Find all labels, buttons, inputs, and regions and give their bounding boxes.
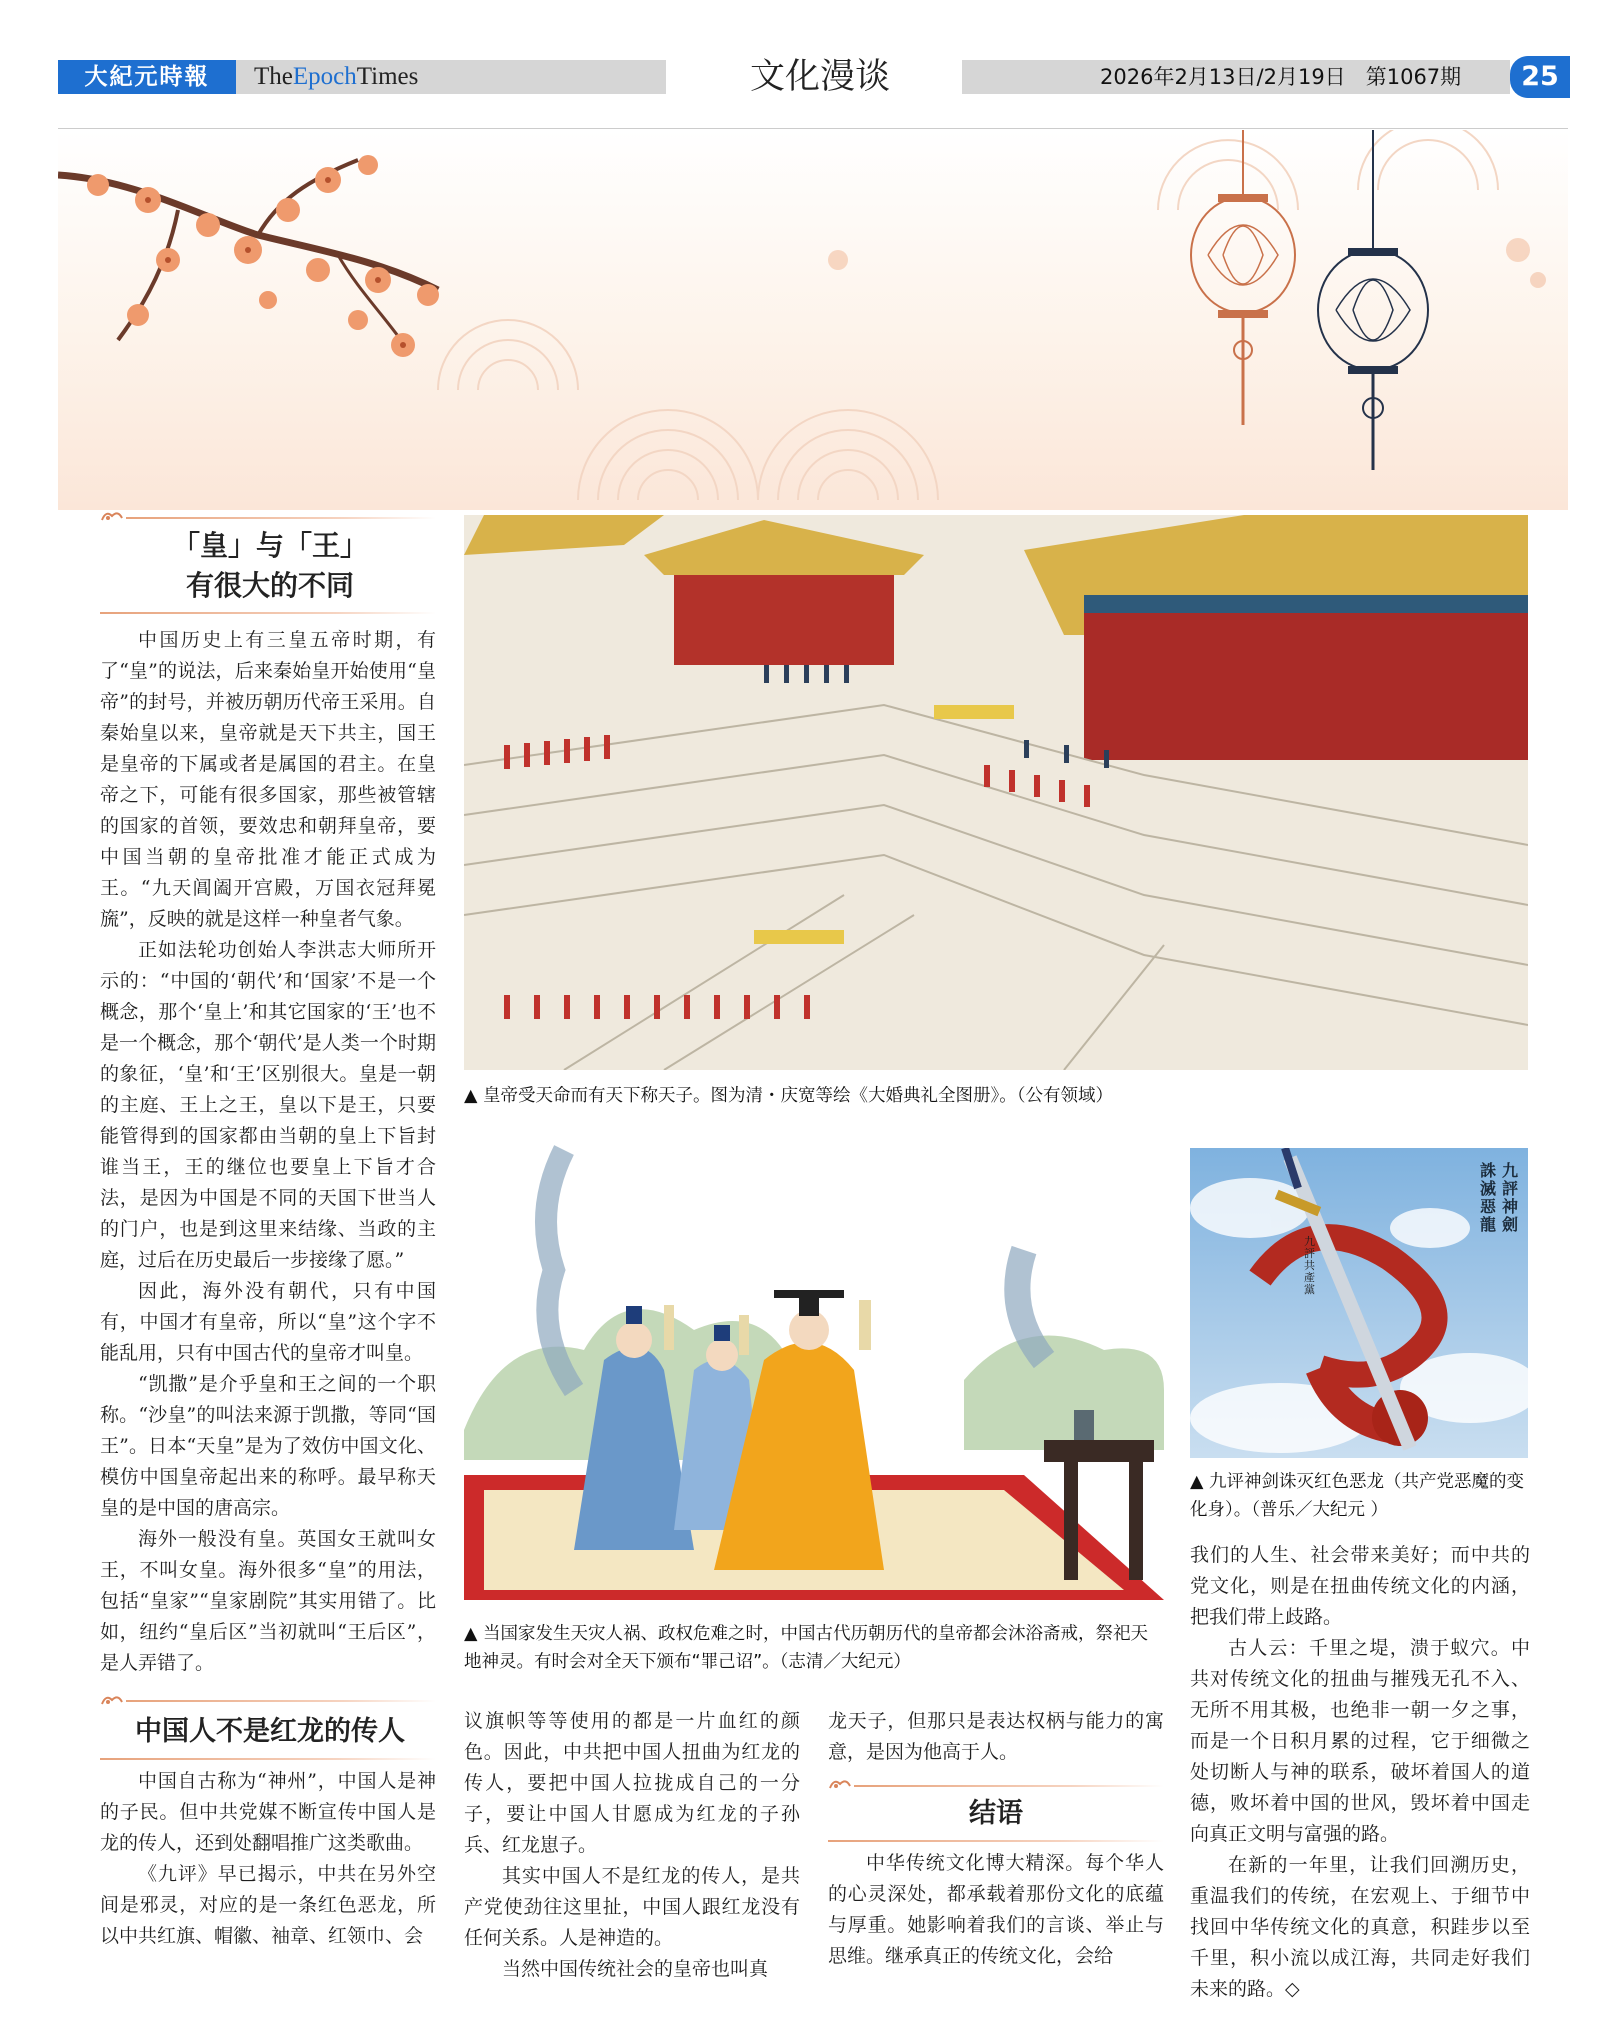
epoch-times-logo-cn: 大紀元時報 bbox=[58, 60, 236, 94]
paragraph: 古人云：千里之堤，溃于蚁穴。中共对传统文化的扭曲与摧残无孔不入、无所不用其极，也绝非一朝一夕之事，而是一个日积月累的过程，它于细微之处切断人与神的联系，破坏着国人的道德，败坏着中国的世风，毁坏着中国走向真正文明与富强的路。 bbox=[1190, 1637, 1530, 1845]
caption-palace: ▲ 皇帝受天命而有天下称天子。图为清・庆宽等绘《大婚典礼全图册》。（公有领域） bbox=[464, 1086, 1114, 1106]
paragraph: 我们的人生、社会带来美好；而中共的党文化，则是在扭曲传统文化的内涵，把我们带上歧路。 bbox=[1190, 1544, 1530, 1628]
section-title: 文化漫谈 bbox=[749, 57, 890, 97]
issue-date: 2026年2月13日/2月19日 bbox=[1100, 65, 1346, 89]
paragraph: 议旗帜等等使用的都是一片血红的颜色。因此，中共把中国人扭曲为红龙的传人，要把中国人拉拢成自己的一分子，要让中国人甘愿成为红龙的子孙兵、红龙崽子。 bbox=[464, 1710, 800, 1856]
paragraph: 龙天子，但那只是表达权柄与能力的寓意，是因为他高于人。 bbox=[828, 1710, 1164, 1763]
paragraph: 正如法轮功创始人李洪志大师所开示的：“中国的‘朝代’和‘国家’不是一个概念，那个‘皇上’和其它国家的‘王’也不是一个概念，那个‘朝代’是人类一个时期的象征，‘皇’和‘王’区别很大。皇是一朝的主庭、王上之王，皇以下是王，只要能管得到的国家都由当朝的皇上下旨封谁当王，王的继位也要皇上下旨才合法，是因为中国是不同的天国下世当人的门户，也是到这里来结缘、当政的主庭，过后在历史最后一步接缘了愿。” bbox=[100, 939, 436, 1271]
article-column-3a bbox=[828, 1706, 1164, 1770]
section-rule-bottom bbox=[100, 1758, 436, 1760]
issue-number: 第1067期 bbox=[1365, 65, 1462, 89]
section-heading-conclusion: 结语 bbox=[969, 1798, 1023, 1829]
section-rule-top bbox=[854, 1785, 1164, 1787]
decorative-banner bbox=[58, 130, 1568, 510]
article-column-3b bbox=[828, 1848, 1164, 2034]
page-number: 25 bbox=[1510, 56, 1570, 98]
lantern-orange bbox=[1191, 130, 1295, 425]
logo-en-the: The bbox=[254, 63, 293, 90]
flower-motifs bbox=[828, 238, 1546, 288]
article-column-2 bbox=[464, 1706, 800, 2034]
paragraph: 在新的一年里，让我们回溯历史，重温我们的传统，在宏观上、于细节中找回中华传统文化的真意，积跬步以至千里，积小流以成江海，共同走好我们未来的路。◇ bbox=[1190, 1854, 1530, 2000]
paragraph: 其实中国人不是红龙的传人，是共产党使劲往这里扯，中国人跟红龙没有任何关系。人是神造的。 bbox=[464, 1865, 800, 1949]
heading-line-2: 有很大的不同 bbox=[185, 569, 354, 602]
emperor-worship-illustration bbox=[464, 1130, 1164, 1610]
paragraph: “凯撒”是介乎皇和王之间的一个职称。“沙皇”的叫法来源于凯撒，等同“国王”。日本“天皇”是为了效仿中国文化、模仿中国皇帝起出来的称呼。最早称天皇的是中国的唐高宗。 bbox=[100, 1373, 436, 1519]
paragraph: 《九评》早已揭示，中共在另外空间是邪灵，对应的是一条红色恶龙，所以中共红旗、帽徽、袖章、红领巾、会 bbox=[100, 1863, 436, 1947]
paragraph: 海外一般没有皇。英国女王就叫女王，不叫女皇。海外很多“皇”的用法，包括“皇家”“皇家剧院”其实用错了。比如，纽约“皇后区”当初就叫“王后区”，是人弄错了。 bbox=[100, 1528, 436, 1674]
paragraph: 中华传统文化博大精深。每个华人的心灵深处，都承载着那份文化的底蕴与厚重。她影响着我们的言谈、举止与思维。继承真正的传统文化，会给 bbox=[828, 1852, 1164, 1967]
section-heading-red-dragon: 中国人不是红龙的传人 bbox=[135, 1716, 405, 1747]
article-column-1b bbox=[100, 1766, 436, 2034]
banner-illustration bbox=[58, 130, 1568, 510]
section-rule-bottom bbox=[100, 612, 436, 614]
section-rule-bottom bbox=[828, 1840, 1164, 1842]
header-divider bbox=[58, 128, 1568, 129]
sword-slaying-dragon-illustration bbox=[1190, 1148, 1528, 1458]
sword-inscription: 九評共產黨 bbox=[1304, 1235, 1315, 1296]
paragraph: 中国自古称为“神州”，中国人是神的子民。但中共党媒不断宣传中国人是龙的传人，还到处翻唱推广这类歌曲。 bbox=[100, 1770, 436, 1854]
caption-worship: ▲ 当国家发生天灾人祸、政权危难之时，中国古代历朝历代的皇帝都会沐浴斋戒，祭祀天地神灵。有时会对全天下颁布“罪己诏”。（志清／大纪元） bbox=[464, 1624, 1149, 1672]
section-heading-huang-wang bbox=[100, 526, 440, 606]
section-icon-cloud bbox=[828, 1776, 854, 1796]
caption-dragon: ▲ 九评神剑诛灭红色恶龙（共产党恶魔的变化身）。（普乐／大纪元 ） bbox=[1190, 1472, 1525, 1520]
section-rule-top bbox=[126, 517, 436, 519]
issue-date-line bbox=[1100, 60, 1461, 94]
paragraph: 中国历史上有三皇五帝时期，有了“皇”的说法，后来秦始皇开始使用“皇帝”的封号，并被历朝历代帝王采用。自秦始皇以来，皇帝就是天下共主，国王是皇帝的下属或者是属国的君主。在皇帝之下，可能有很多国家，那些被管辖的国家的首领，要效忠和朝拜皇帝，要中国当朝的皇帝批准才能正式成为王。“九天阊阖开宫殿，万国衣冠拜冕旒”，反映的就是这样一种皇者气象。 bbox=[100, 629, 436, 930]
plum-blossom-branch bbox=[58, 155, 439, 357]
palace-ceremony-painting bbox=[464, 515, 1528, 1070]
section-icon-cloud bbox=[100, 508, 126, 528]
paragraph: 因此，海外没有朝代，只有中国有，中国才有皇帝，所以“皇”这个字不能乱用，只有中国古代的皇帝才叫皇。 bbox=[100, 1280, 436, 1364]
article-column-4 bbox=[1190, 1540, 1530, 2034]
section-icon-cloud bbox=[100, 1692, 126, 1712]
epoch-times-logo-en bbox=[254, 60, 418, 94]
article-column-1 bbox=[100, 625, 436, 1680]
logo-en-times: Times bbox=[356, 63, 419, 90]
image-vertical-text-right: 九評神劍 bbox=[1502, 1161, 1519, 1234]
section-rule-top bbox=[126, 1700, 436, 1702]
image-vertical-text-left: 誅滅惡龍 bbox=[1480, 1161, 1497, 1234]
logo-en-epoch: Epoch bbox=[292, 63, 357, 90]
lantern-navy bbox=[1318, 130, 1428, 470]
paragraph: 当然中国传统社会的皇帝也叫真 bbox=[502, 1958, 769, 1980]
heading-line-1: 「皇」与「王」 bbox=[171, 529, 368, 562]
